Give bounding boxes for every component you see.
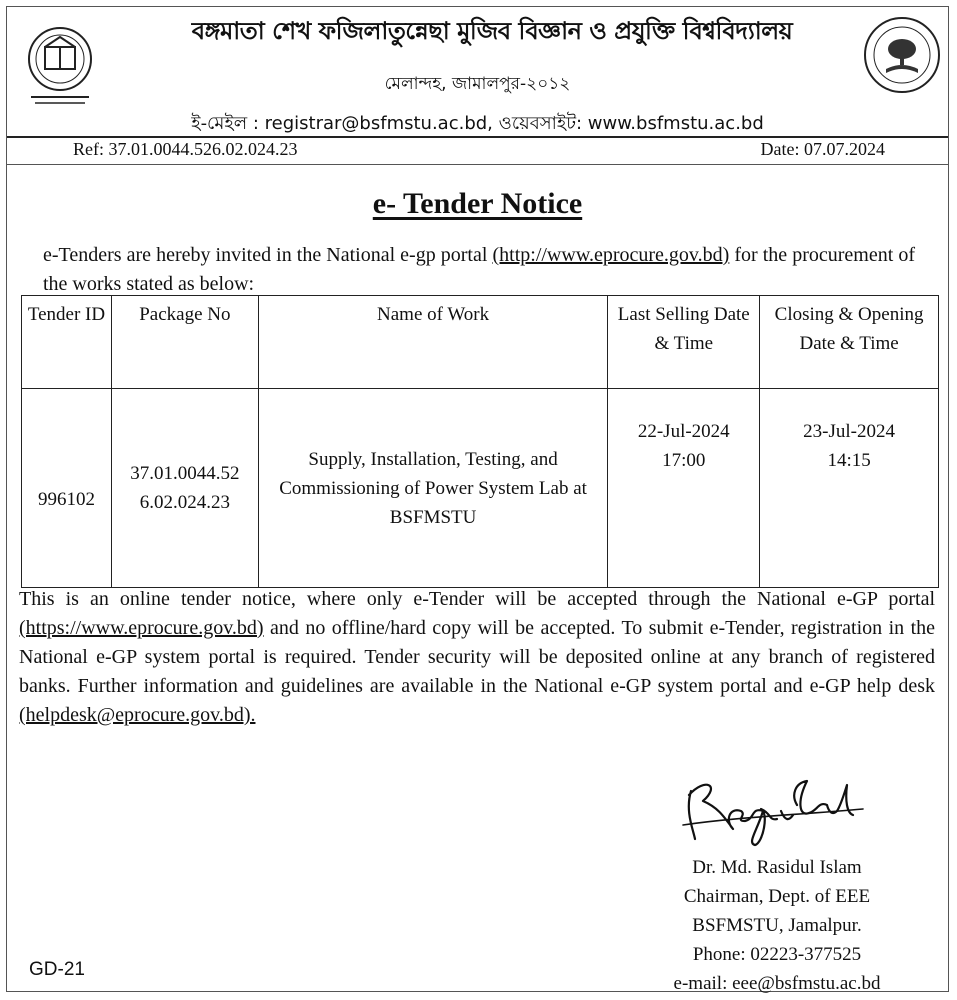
notice-page: [6, 6, 949, 992]
signatory-phone: Phone: 02223-377525: [692, 944, 862, 965]
emblem-logo-right: [862, 15, 942, 95]
table-header-row: [22, 296, 939, 389]
body-text-part2: and no offline/hard copy will be accepted. To submit e-Tender, registration in the National e-GP system portal is required. Tender security will be deposited online at any branch of registered banks. Further information and guidelines are available in the National e-GP system portal and e-GP help desk: [19, 617, 935, 697]
signatory-institution: BSFMSTU, Jamalpur.: [692, 915, 862, 936]
table-row: [22, 389, 939, 588]
reference-number: Ref: 37.01.0044.526.02.024.23: [73, 139, 298, 159]
header-package-no: Package No: [111, 296, 258, 389]
eprocure-link[interactable]: (http://www.eprocure.gov.bd): [492, 244, 730, 266]
university-name: বঙ্গমাতা শেখ ফজিলাতুন্নেছা মুজিব বিজ্ঞান ও প্রযুক্তি বিশ্ববিদ্যালয়: [191, 17, 793, 45]
cell-package-no: 37.01.0044.526.02.024.23: [111, 389, 258, 588]
cell-name-of-work: Supply, Installation, Testing, and Commissioning of Power System Lab at BSFMSTU: [258, 389, 608, 588]
signatory-designation: Chairman, Dept. of EEE: [683, 886, 871, 907]
body-paragraph: [19, 585, 935, 730]
university-website[interactable]: www.bsfmstu.ac.bd: [587, 113, 764, 134]
cell-closing-opening: [760, 389, 939, 588]
signatory-name: Dr. Md. Rasidul Islam: [692, 857, 862, 878]
header-rule: [7, 136, 948, 138]
cell-tender-id: 996102: [22, 389, 112, 588]
notice-title: e- Tender Notice: [372, 187, 583, 220]
closing-time: 14:15: [827, 450, 871, 471]
eprocure-https-link[interactable]: (https://www.eprocure.gov.bd): [19, 617, 264, 639]
signatory-email[interactable]: e-mail: eee@bsfmstu.ac.bd: [673, 973, 881, 994]
intro-text-after: for the procurement of the works stated as below:: [43, 244, 915, 295]
header-name-of-work: Name of Work: [258, 296, 608, 389]
gd-code: GD-21: [29, 959, 85, 980]
last-selling-time: 17:00: [662, 450, 706, 471]
header-rule-bottom: [7, 164, 948, 165]
signatory-block: [627, 853, 927, 998]
header-last-selling: Last Selling Date & Time: [608, 296, 760, 389]
signature-image: [677, 755, 867, 850]
registrar-email[interactable]: registrar@bsfmstu.ac.bd: [264, 113, 488, 134]
header-tender-id: Tender ID: [22, 296, 112, 389]
closing-date: 23-Jul-2024: [803, 421, 895, 442]
header-closing-opening: Closing & Opening Date & Time: [760, 296, 939, 389]
cell-last-selling: [608, 389, 760, 588]
intro-text-before: e-Tenders are hereby invited in the National e-gp portal: [43, 244, 493, 266]
notice-date: Date: 07.07.2024: [760, 139, 885, 159]
body-text-part1: This is an online tender notice, where only e-Tender will be accepted through the National e-GP portal: [19, 588, 935, 610]
email-label: ই-মেইল :: [191, 113, 265, 134]
university-address: মেলান্দহ, জামালপুর-২০১২: [384, 74, 571, 94]
intro-paragraph: [43, 241, 915, 299]
last-selling-date: 22-Jul-2024: [637, 421, 730, 442]
website-label: , ওয়েবসাইট:: [487, 113, 588, 134]
helpdesk-email-link[interactable]: (helpdesk@eprocure.gov.bd).: [19, 704, 256, 726]
tender-table: [21, 295, 939, 588]
